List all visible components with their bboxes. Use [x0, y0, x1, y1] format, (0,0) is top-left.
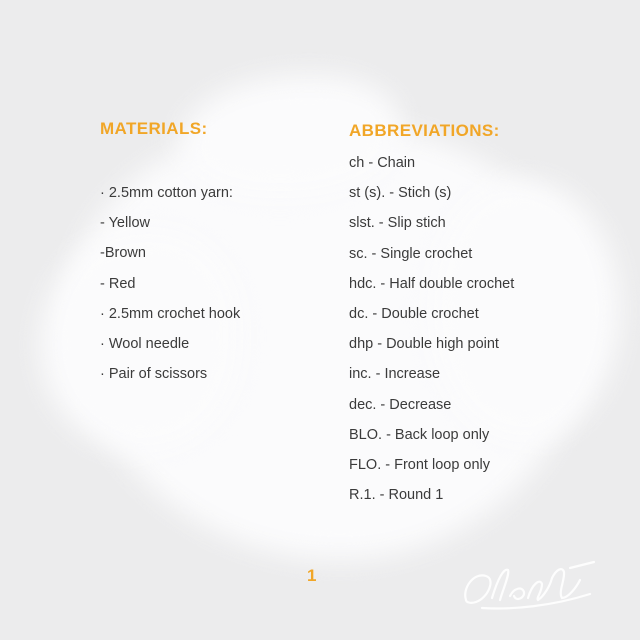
- list-item: ch - Chain: [349, 155, 416, 171]
- list-item: slst. - Slip stich: [349, 215, 446, 232]
- list-item: dec. - Decrease: [349, 396, 452, 413]
- signature-watermark: [452, 548, 602, 618]
- list-item: - Yellow: [100, 215, 150, 232]
- list-item: inc. - Increase: [349, 366, 441, 383]
- list-item: -Brown: [100, 245, 146, 262]
- abbreviations-list: [349, 148, 514, 510]
- list-item: BLO. - Back loop only: [349, 426, 490, 443]
- list-item: sc. - Single crochet: [349, 245, 473, 262]
- page-number: 1: [307, 566, 317, 585]
- list-item: - Red: [100, 275, 136, 292]
- materials-list: [100, 178, 240, 389]
- materials-heading: MATERIALS:: [100, 119, 208, 138]
- abbreviations-heading: ABBREVIATIONS:: [349, 121, 500, 140]
- list-item: R.1. - Round 1: [349, 487, 444, 504]
- list-item: FLO. - Front loop only: [349, 456, 491, 473]
- list-item: · Wool needle: [100, 335, 190, 352]
- list-item: · 2.5mm cotton yarn:: [100, 185, 233, 201]
- list-item: · 2.5mm crochet hook: [100, 305, 241, 322]
- list-item: dc. - Double crochet: [349, 305, 479, 322]
- list-item: hdc. - Half double crochet: [349, 275, 515, 292]
- list-item: · Pair of scissors: [100, 366, 208, 383]
- list-item: dhp - Double high point: [349, 336, 499, 353]
- list-item: st (s). - Stich (s): [349, 185, 452, 202]
